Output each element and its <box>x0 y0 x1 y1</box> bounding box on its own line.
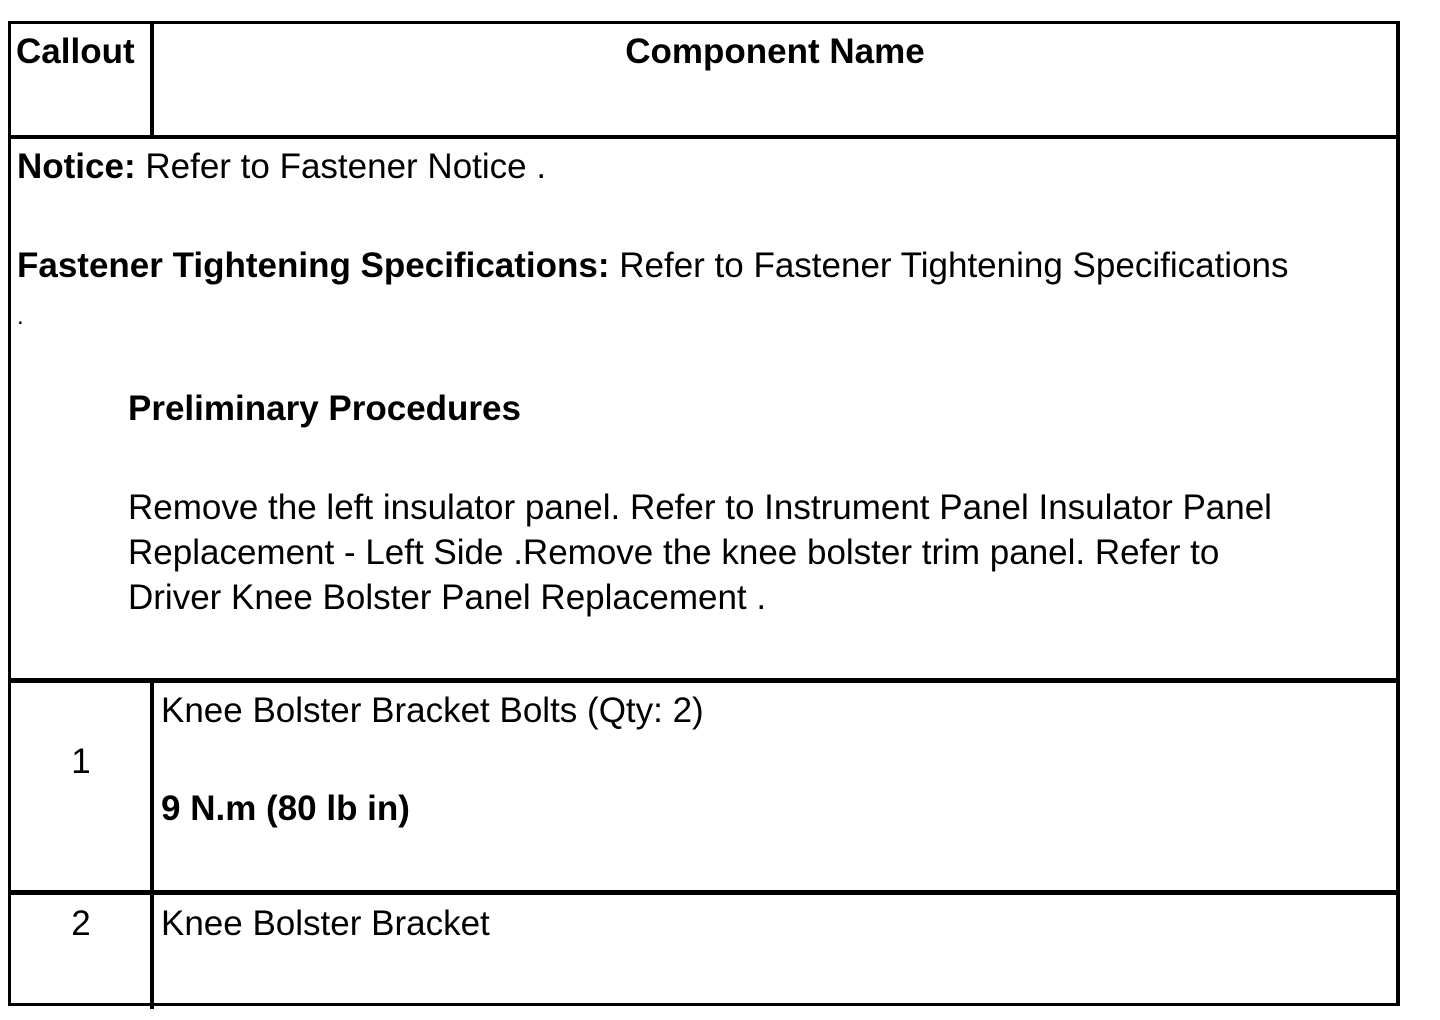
row-divider-row-1 <box>11 890 1396 895</box>
notice-line <box>17 144 546 189</box>
preliminary-body <box>128 485 1388 620</box>
row-2-callout: 2 <box>71 904 91 943</box>
preliminary-line: Replacement - Left Side .Remove the knee bolster trim panel. Refer to <box>128 533 1220 572</box>
column-divider-header <box>150 24 154 137</box>
preliminary-line: Remove the left insulator panel. Refer to Instrument Panel Insulator Panel <box>128 488 1272 527</box>
row-divider-notice <box>11 678 1396 683</box>
row-2-component-name: Knee Bolster Bracket <box>161 904 490 943</box>
notice-text: Refer to Fastener Notice . <box>135 147 547 186</box>
column-divider-row-1 <box>150 681 154 894</box>
row-1-component-name: Knee Bolster Bracket Bolts (Qty: 2) <box>161 691 704 730</box>
component-table <box>8 21 1400 1006</box>
preliminary-line: Driver Knee Bolster Panel Replacement . <box>128 578 767 617</box>
fastener-spec-text: Refer to Fastener Tightening Specifications <box>609 246 1289 285</box>
fastener-spec-label: Fastener Tightening Specifications: <box>17 246 610 285</box>
row-divider-header <box>11 135 1396 139</box>
notice-label: Notice: <box>17 147 136 186</box>
preliminary-heading: Preliminary Procedures <box>128 389 521 428</box>
fastener-spec-line <box>17 243 1289 288</box>
header-callout: Callout <box>16 32 135 71</box>
header-component-name: Component Name <box>625 32 925 71</box>
fastener-spec-trailing: . <box>17 303 24 330</box>
row-1-torque: 9 N.m (80 lb in) <box>161 789 410 828</box>
row-1-callout: 1 <box>71 742 91 781</box>
